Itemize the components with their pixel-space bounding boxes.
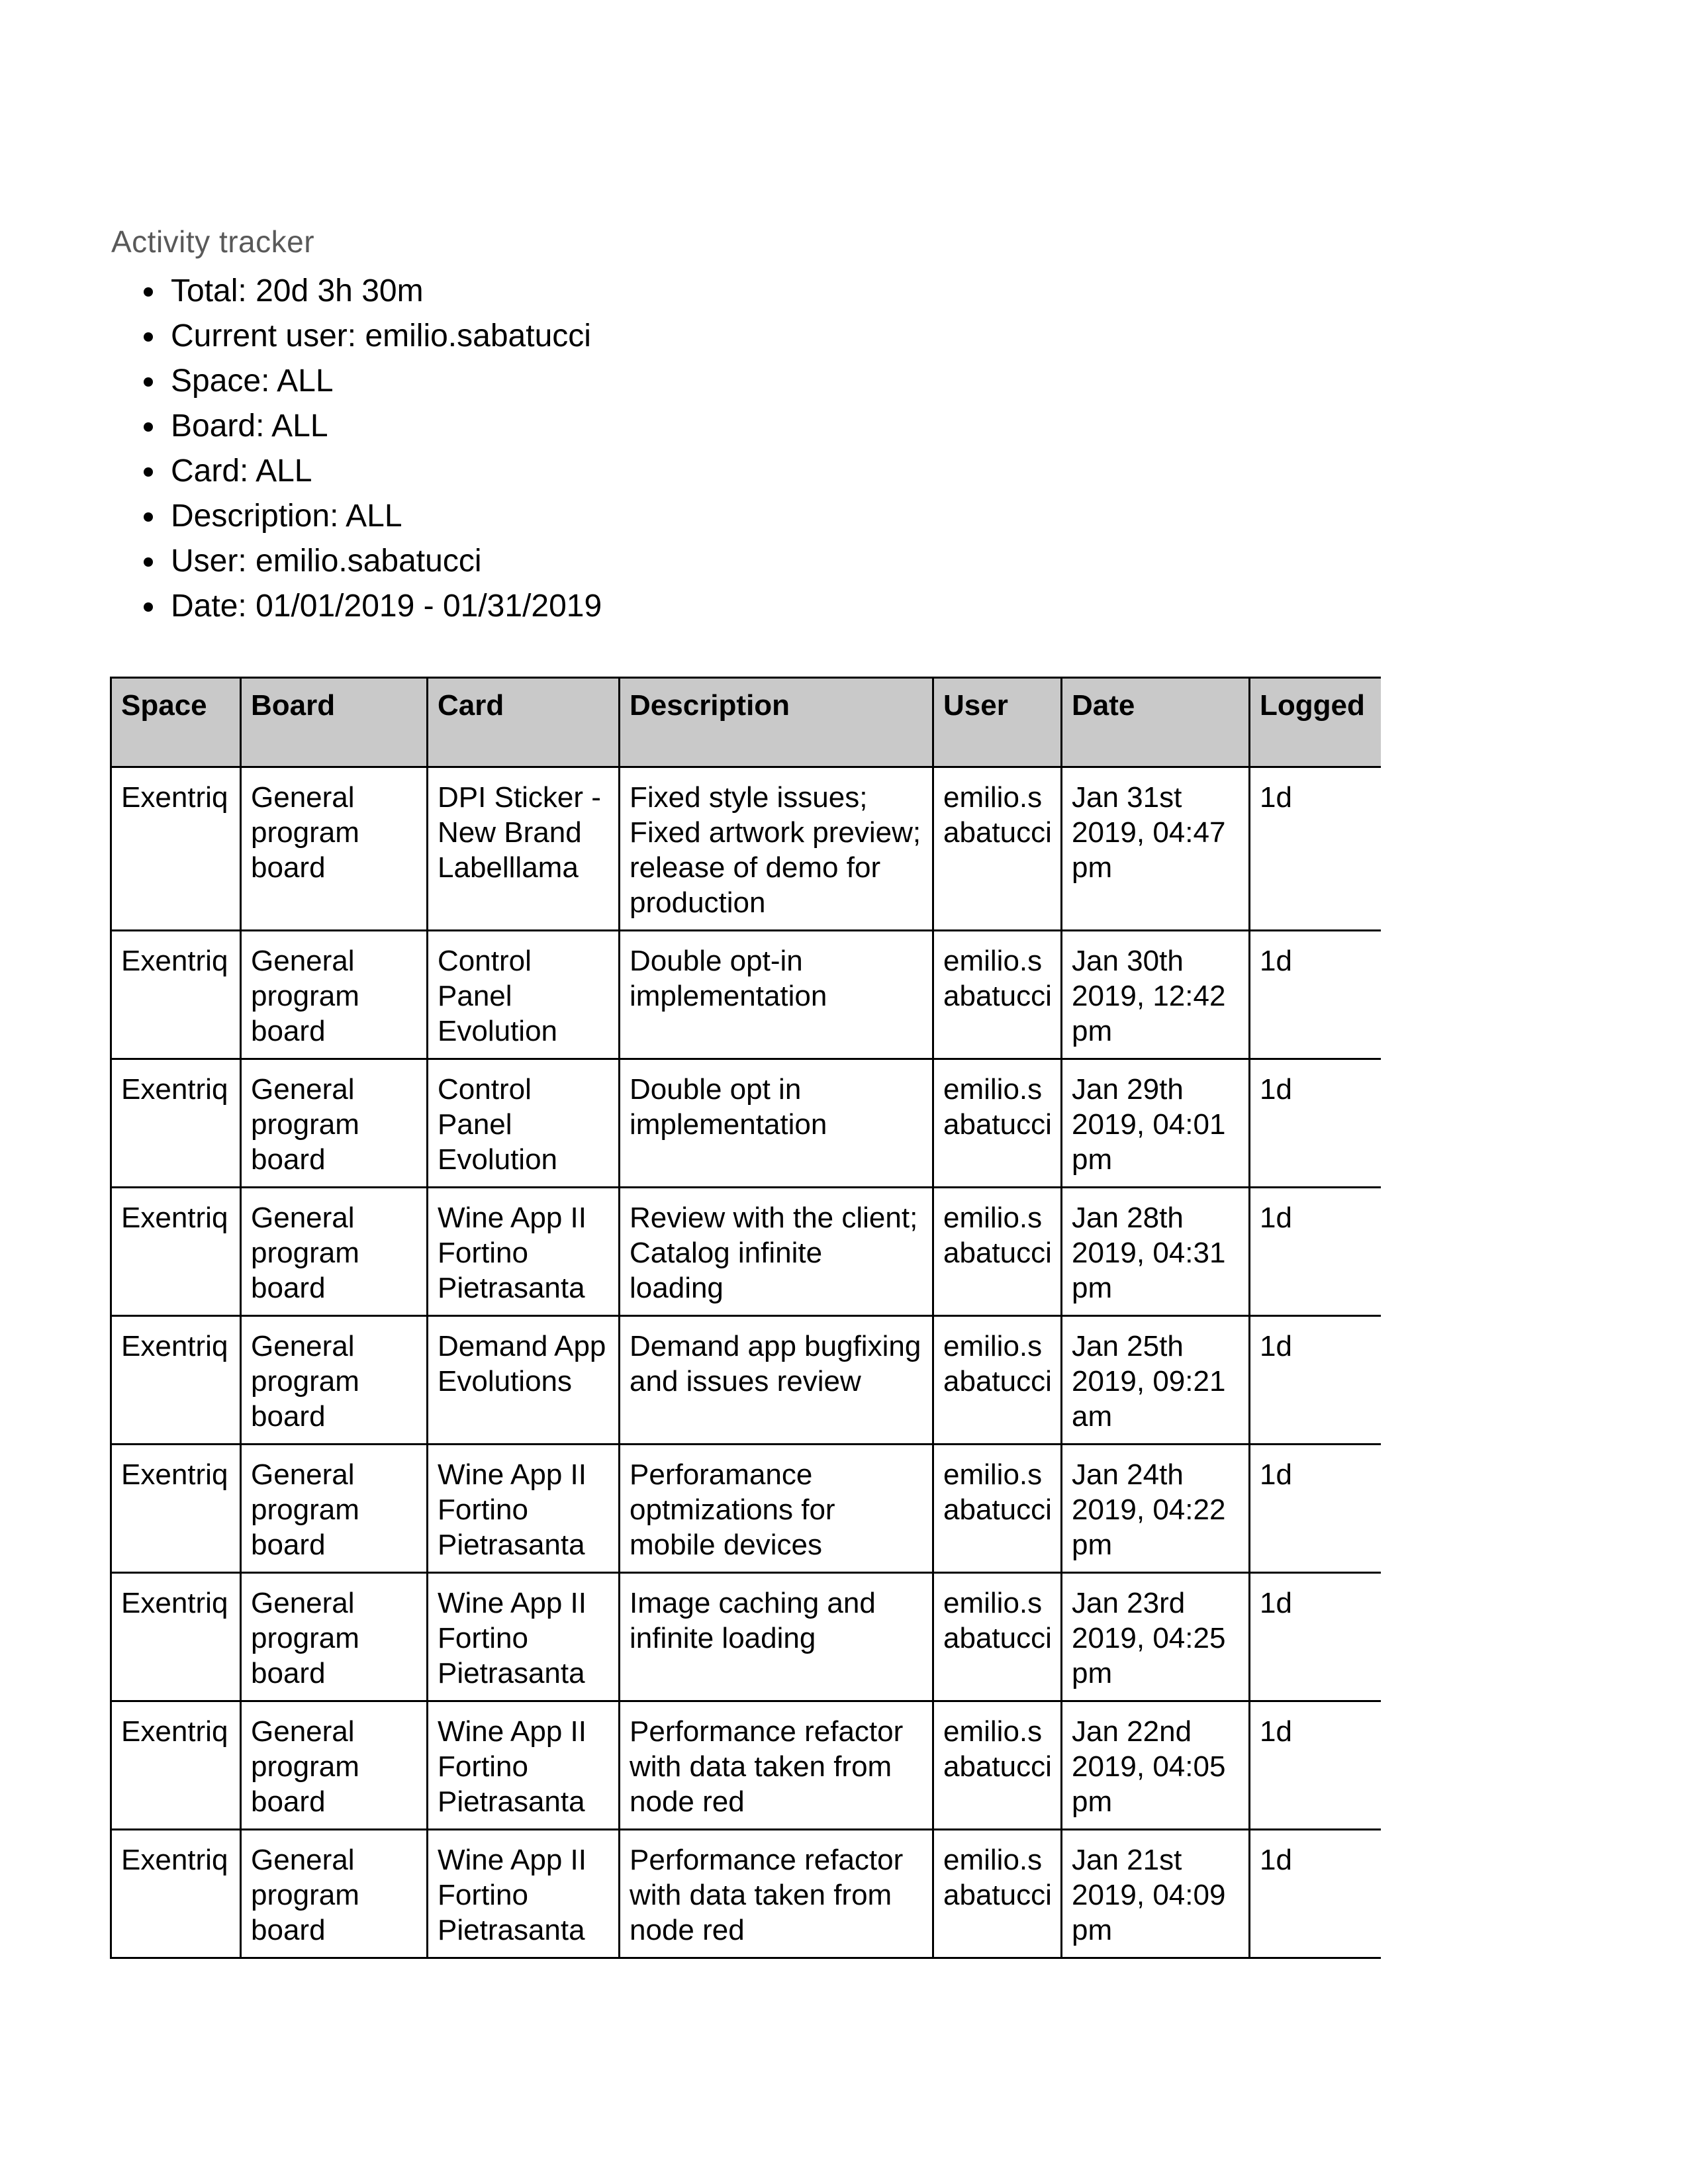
cell-logged: 1d [1250,1573,1381,1701]
cell-date: Jan 23rd 2019, 04:25 pm [1062,1573,1250,1701]
cell-logged: 1d [1250,931,1381,1059]
cell-board: General program board [241,1573,428,1701]
cell-card: Wine App II Fortino Pietrasanta [428,1188,620,1316]
cell-user: emilio.sabatucci [933,1188,1062,1316]
table-row [111,1445,1381,1573]
cell-space: Exentriq [111,1701,241,1830]
table-row [111,1573,1381,1701]
table-row [111,1701,1381,1830]
summary-item: • Description: ALL [167,494,1582,539]
table-row [111,1188,1381,1316]
table-row [111,1830,1381,1958]
cell-logged: 1d [1250,1316,1381,1445]
cell-card: Demand App Evolutions [428,1316,620,1445]
column-header: Board [241,678,428,767]
cell-card: Wine App II Fortino Pietrasanta [428,1445,620,1573]
cell-card: Control Panel Evolution [428,931,620,1059]
cell-board: General program board [241,1445,428,1573]
cell-board: General program board [241,1059,428,1188]
cell-date: Jan 24th 2019, 04:22 pm [1062,1445,1250,1573]
table-row [111,1059,1381,1188]
cell-user: emilio.sabatucci [933,767,1062,931]
column-header: Space [111,678,241,767]
cell-card: Wine App II Fortino Pietrasanta [428,1701,620,1830]
cell-user: emilio.sabatucci [933,1059,1062,1188]
cell-board: General program board [241,1830,428,1958]
cell-description: Double opt in implementation [620,1059,933,1188]
column-header: Description [620,678,933,767]
cell-logged: 1d [1250,1830,1381,1958]
cell-board: General program board [241,1188,428,1316]
column-header: Date [1062,678,1250,767]
cell-card: Wine App II Fortino Pietrasanta [428,1573,620,1701]
cell-date: Jan 29th 2019, 04:01 pm [1062,1059,1250,1188]
cell-card: DPI Sticker - New Brand Labelllama [428,767,620,931]
summary-list [110,269,1582,629]
summary-item: • Total: 20d 3h 30m [167,269,1582,314]
column-header: Logged [1250,678,1381,767]
table-header-row [111,678,1381,767]
cell-description: Double opt-in implementation [620,931,933,1059]
cell-logged: 1d [1250,1701,1381,1830]
cell-logged: 1d [1250,1059,1381,1188]
table-row [111,931,1381,1059]
summary-item: • Space: ALL [167,359,1582,404]
summary-item: • Current user: emilio.sabatucci [167,314,1582,359]
table-row [111,1316,1381,1445]
cell-description: Performance refactor with data taken from node red [620,1701,933,1830]
cell-date: Jan 28th 2019, 04:31 pm [1062,1188,1250,1316]
cell-space: Exentriq [111,767,241,931]
activity-table [110,677,1381,1959]
cell-date: Jan 31st 2019, 04:47 pm [1062,767,1250,931]
cell-space: Exentriq [111,1316,241,1445]
summary-item: • Board: ALL [167,404,1582,449]
table-body [111,767,1381,1958]
cell-date: Jan 25th 2019, 09:21 am [1062,1316,1250,1445]
page-title: Activity tracker [111,224,315,259]
table-row [111,767,1381,931]
summary-item: • Date: 01/01/2019 - 01/31/2019 [167,584,1582,629]
cell-user: emilio.sabatucci [933,1316,1062,1445]
cell-board: General program board [241,1316,428,1445]
cell-space: Exentriq [111,1445,241,1573]
cell-user: emilio.sabatucci [933,931,1062,1059]
cell-description: Fixed style issues; Fixed artwork preview; release of demo for production [620,767,933,931]
cell-user: emilio.sabatucci [933,1573,1062,1701]
cell-date: Jan 30th 2019, 12:42 pm [1062,931,1250,1059]
cell-space: Exentriq [111,1059,241,1188]
cell-description: Image caching and infinite loading [620,1573,933,1701]
column-header: User [933,678,1062,767]
column-header: Card [428,678,620,767]
cell-card: Control Panel Evolution [428,1059,620,1188]
summary-item: • Card: ALL [167,449,1582,494]
cell-description: Perforamance optmizations for mobile devices [620,1445,933,1573]
cell-board: General program board [241,931,428,1059]
cell-description: Performance refactor with data taken from node red [620,1830,933,1958]
cell-card: Wine App II Fortino Pietrasanta [428,1830,620,1958]
cell-space: Exentriq [111,1573,241,1701]
cell-user: emilio.sabatucci [933,1701,1062,1830]
cell-logged: 1d [1250,1188,1381,1316]
cell-user: emilio.sabatucci [933,1830,1062,1958]
cell-space: Exentriq [111,1830,241,1958]
cell-logged: 1d [1250,1445,1381,1573]
cell-logged: 1d [1250,767,1381,931]
cell-space: Exentriq [111,931,241,1059]
summary-item: • User: emilio.sabatucci [167,539,1582,584]
cell-date: Jan 22nd 2019, 04:05 pm [1062,1701,1250,1830]
cell-space: Exentriq [111,1188,241,1316]
cell-description: Demand app bugfixing and issues review [620,1316,933,1445]
cell-user: emilio.sabatucci [933,1445,1062,1573]
cell-board: General program board [241,1701,428,1830]
cell-date: Jan 21st 2019, 04:09 pm [1062,1830,1250,1958]
cell-board: General program board [241,767,428,931]
cell-description: Review with the client; Catalog infinite loading [620,1188,933,1316]
